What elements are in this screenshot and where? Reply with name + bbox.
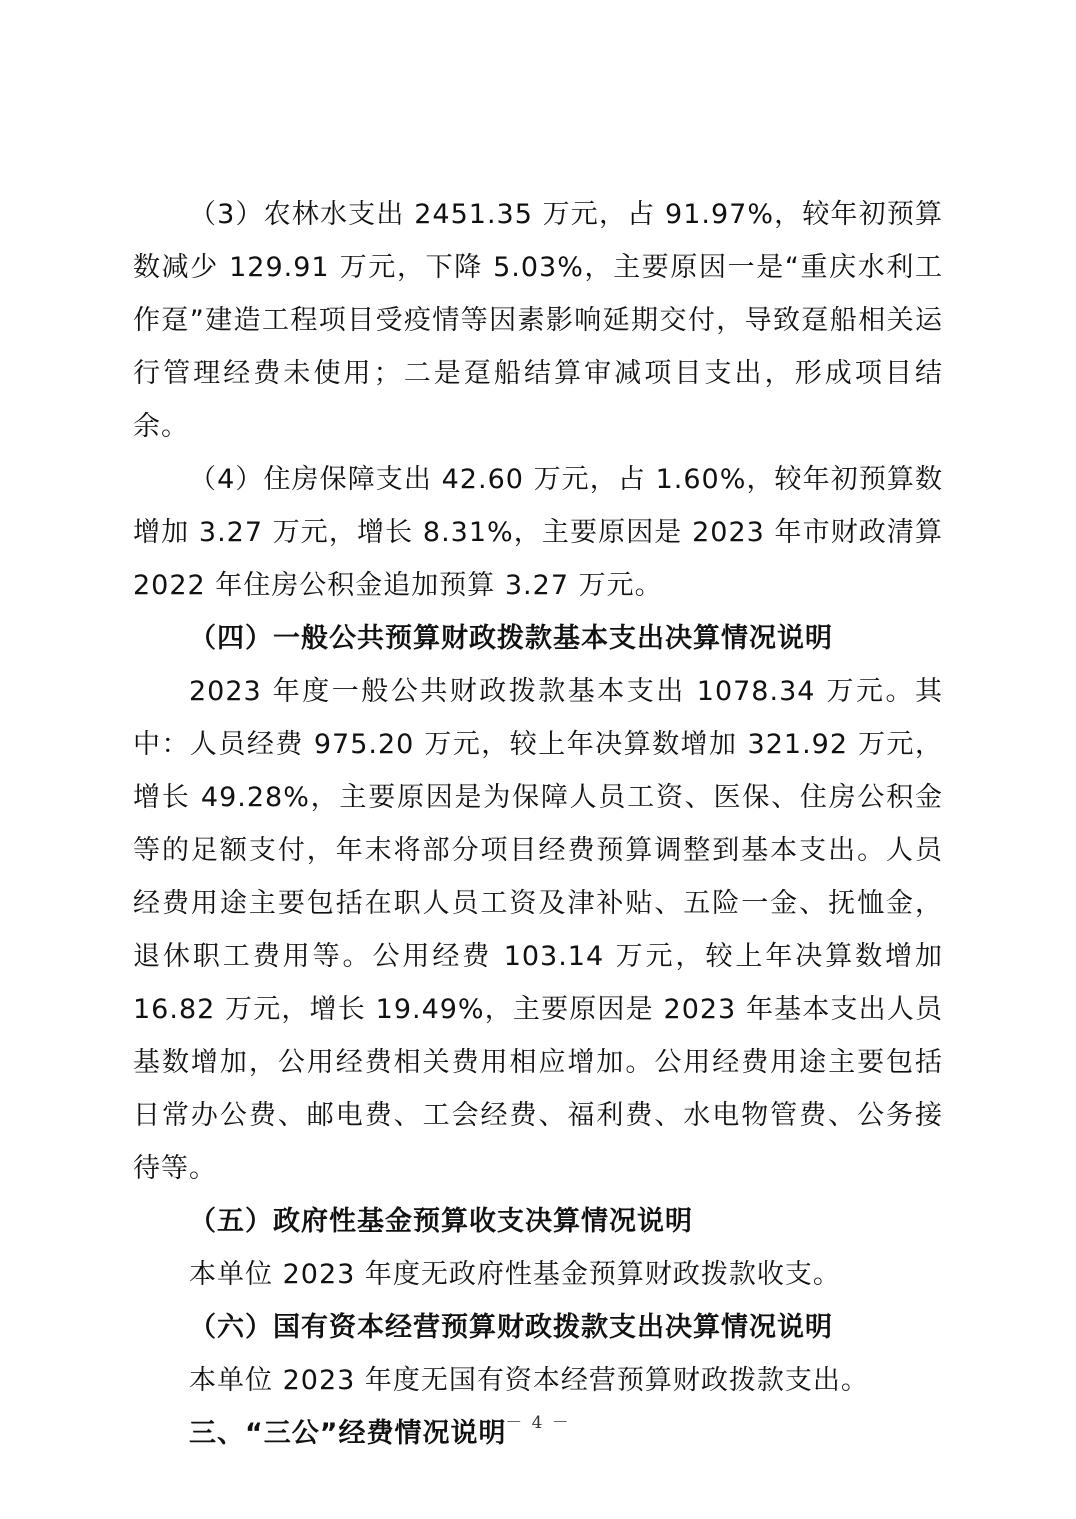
heading-basic-expenditure: （四）一般公共预算财政拨款基本支出决算情况说明 bbox=[189, 623, 833, 654]
heading-state-capital: （六）国有资本经营预算财政拨款支出决算情况说明 bbox=[189, 1312, 833, 1343]
paragraph-basic-expenditure: 2023 年度一般公共财政拨款基本支出 1078.34 万元。其中：人员经费 975.20 万元，较上年决算数增加 321.92 万元，增长 49.28%，主要原因是为保障人员工资、医保、住房公积金等的足额支付，年末将部分项目经费预算调整到基本支出。人员经费用途主要包括在职人员工资及津补贴、五险一金、抚恤金，退休职工费用等。公用经费 103.14 万元，较上年决算数增加 16.82 万元，增长 19.49%，主要原因是 2023 年基本支出人员基数增加，公用经费相关费用相应增加。公用经费用途主要包括日常办公费、邮电费、工会经费、福利费、水电物管费、公务接待等。 bbox=[133, 676, 943, 1184]
heading-government-fund: （五）政府性基金预算收支决算情况说明 bbox=[189, 1206, 693, 1237]
paragraph-government-fund: 本单位 2023 年度无政府性基金预算财政拨款收支。 bbox=[189, 1259, 841, 1290]
section-three-public-expenses: 三、“三公”经费情况说明 bbox=[189, 1418, 507, 1449]
paragraph-state-capital: 本单位 2023 年度无国有资本经营预算财政拨款支出。 bbox=[189, 1365, 869, 1396]
paragraph-agriculture-expenditure: （3）农林水支出 2451.35 万元，占 91.97%，较年初预算数减少 129.91 万元，下降 5.03%，主要原因一是“重庆水利工作趸”建造工程项目受疫情等因素影响延期交付，导致趸船相关运行管理经费未使用；二是趸船结算审减项目支出，形成项目结余。 bbox=[133, 199, 943, 442]
page-number: － 4 － bbox=[505, 1413, 571, 1433]
document-body bbox=[133, 188, 943, 1460]
paragraph-housing-expenditure: （4）住房保障支出 42.60 万元，占 1.60%，较年初预算数增加 3.27 万元，增长 8.31%，主要原因是 2023 年市财政清算 2022 年住房公积金追加预算 3.27 万元。 bbox=[133, 464, 943, 601]
